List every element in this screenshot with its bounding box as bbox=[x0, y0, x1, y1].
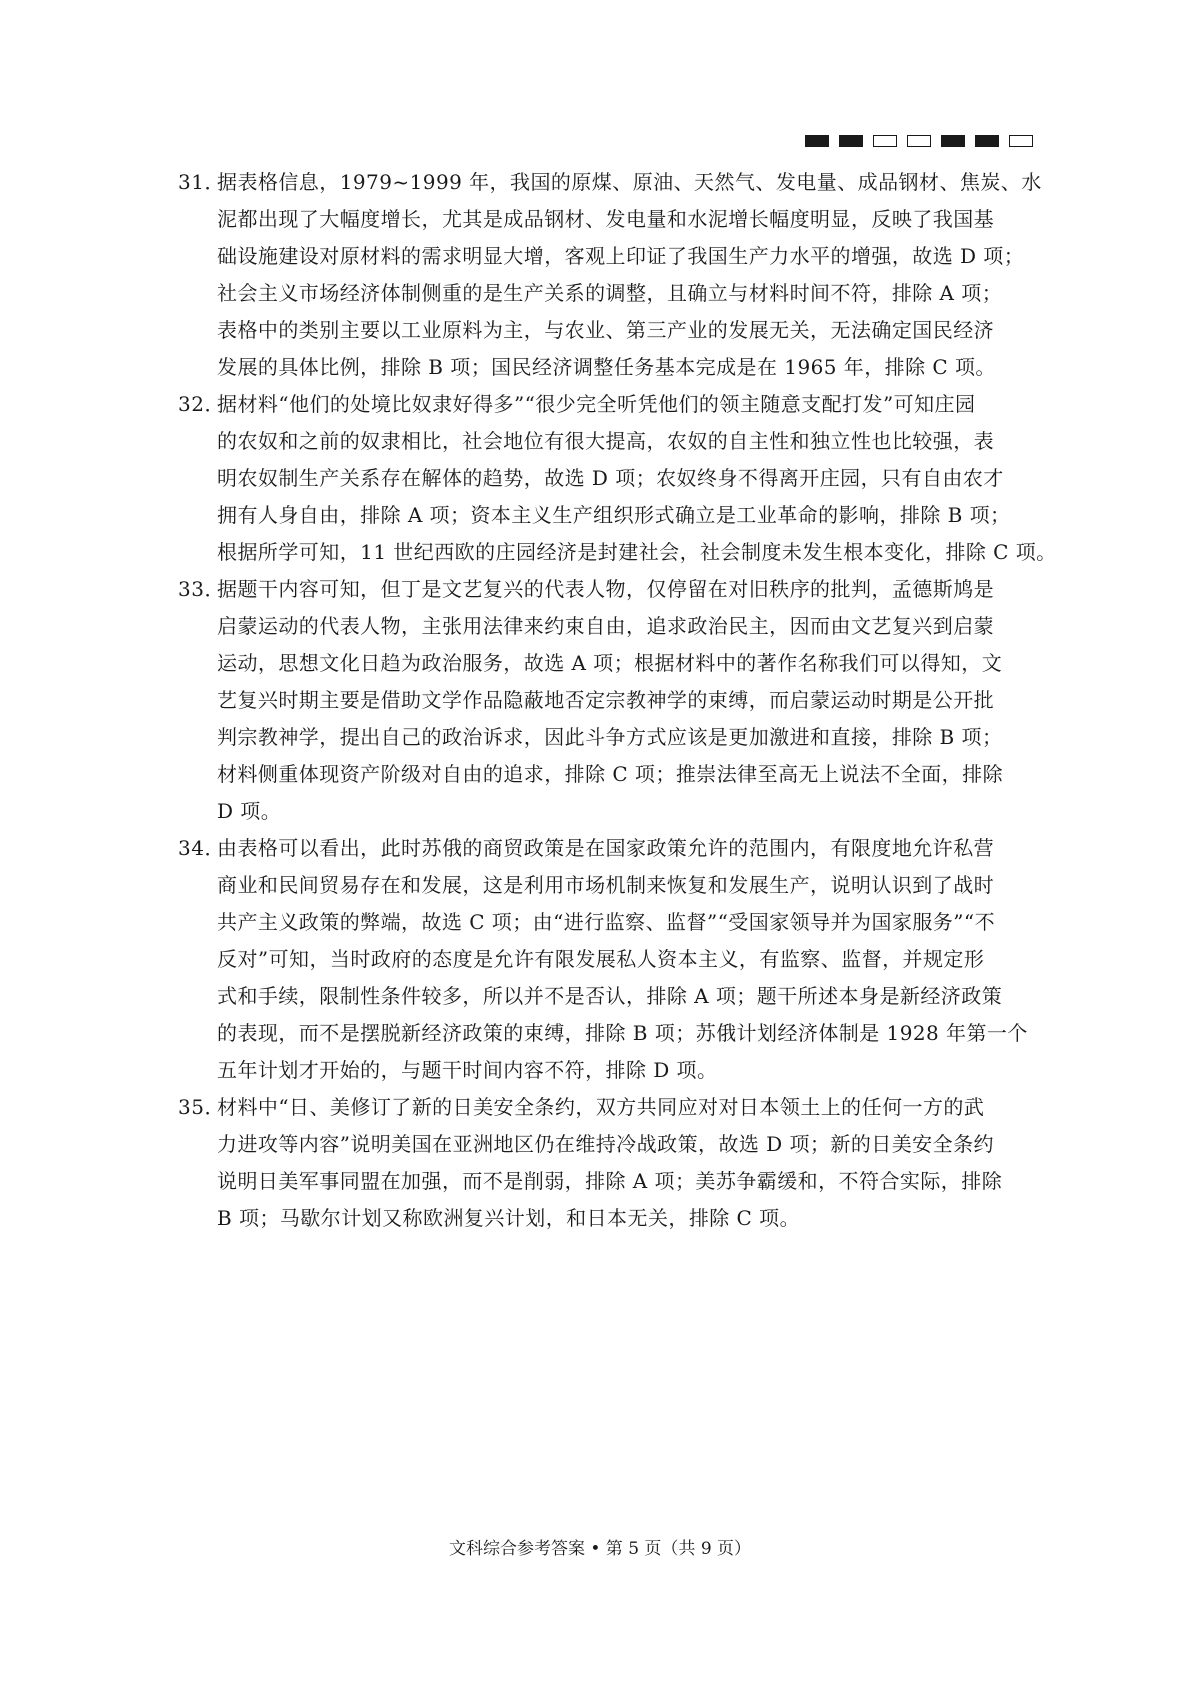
marker-squares bbox=[805, 135, 1033, 147]
answer-text-line: 启蒙运动的代表人物，主张用法律来约束自由，追求政治民主，因而由文艺复兴到启蒙 bbox=[217, 614, 995, 638]
answer-item bbox=[178, 164, 1040, 386]
empty-square-mark bbox=[907, 135, 931, 147]
answer-text-line: 材料中“日、美修订了新的日美安全条约，双方共同应对对日本领土上的任何一方的武 bbox=[217, 1095, 985, 1119]
filled-square-mark bbox=[839, 135, 863, 147]
answer-text-line: 艺复兴时期主要是借助文学作品隐蔽地否定宗教神学的束缚，而启蒙运动时期是公开批 bbox=[217, 688, 995, 712]
answer-text-line: 表格中的类别主要以工业原料为主，与农业、第三产业的发展无关，无法确定国民经济 bbox=[217, 318, 995, 342]
page-footer: 文科综合参考答案 • 第 5 页（共 9 页） bbox=[448, 1539, 752, 1559]
answer-text-line: 五年计划才开始的，与题干时间内容不符，排除 D 项。 bbox=[217, 1058, 718, 1082]
filled-square-mark bbox=[941, 135, 965, 147]
answer-text-line: 力进攻等内容”说明美国在亚洲地区仍在维持冷战政策，故选 D 项；新的日美安全条约 bbox=[217, 1132, 994, 1156]
answer-text-line: 说明日美军事同盟在加强，而不是削弱，排除 A 项；美苏争霸缓和，不符合实际，排除 bbox=[217, 1169, 1003, 1193]
answer-text-line: 社会主义市场经济体制侧重的是生产关系的调整，且确立与材料时间不符，排除 A 项； bbox=[217, 281, 1003, 305]
answer-text-line: 式和手续，限制性条件较多，所以并不是否认，排除 A 项；题干所述本身是新经济政策 bbox=[217, 984, 1003, 1008]
answer-text-line: 础设施建设对原材料的需求明显大增，客观上印证了我国生产力水平的增强，故选 D 项； bbox=[217, 244, 1025, 268]
question-number: 33． bbox=[178, 577, 225, 601]
answer-text-line: 的农奴和之前的奴隶相比，社会地位有很大提高，农奴的自主性和独立性也比较强，表 bbox=[217, 429, 995, 453]
question-number: 31． bbox=[178, 170, 225, 194]
answer-item bbox=[178, 1089, 1040, 1237]
answer-text-line: 的表现，而不是摆脱新经济政策的束缚，排除 B 项；苏俄计划经济体制是 1928 年第一个 bbox=[217, 1021, 1028, 1045]
answer-text-line: 发展的具体比例，排除 B 项；国民经济调整任务基本完成是在 1965 年，排除 C 项。 bbox=[217, 355, 996, 379]
answer-text-line: 反对”可知，当时政府的态度是允许有限发展私人资本主义，有监察、监督，并规定形 bbox=[217, 947, 985, 971]
answer-text-line: 据表格信息，1979~1999 年，我国的原煤、原油、天然气、发电量、成品钢材、焦炭、水 bbox=[217, 170, 1042, 194]
answer-text-line: 据题干内容可知，但丁是文艺复兴的代表人物，仅停留在对旧秩序的批判，孟德斯鸠是 bbox=[217, 577, 995, 601]
answer-content bbox=[178, 164, 1057, 1237]
answer-item bbox=[178, 386, 1057, 571]
answer-item bbox=[178, 571, 1040, 830]
answer-text-line: 根据所学可知，11 世纪西欧的庄园经济是封建社会，社会制度未发生根本变化，排除 C 项。 bbox=[217, 540, 1057, 564]
empty-square-mark bbox=[1009, 135, 1033, 147]
question-number: 32． bbox=[178, 392, 225, 416]
answer-text-line: 共产主义政策的弊端，故选 C 项；由“进行监察、监督”“受国家领导并为国家服务”“不 bbox=[217, 910, 996, 934]
answer-text-line: 拥有人身自由，排除 A 项；资本主义生产组织形式确立是工业革命的影响，排除 B 项； bbox=[217, 503, 1011, 527]
filled-square-mark bbox=[975, 135, 999, 147]
answer-text-line: 材料侧重体现资产阶级对自由的追求，排除 C 项；推崇法律至高无上说法不全面，排除 bbox=[217, 762, 1004, 786]
answer-text-line: 由表格可以看出，此时苏俄的商贸政策是在国家政策允许的范围内，有限度地允许私营 bbox=[217, 836, 995, 860]
answer-text-line: B 项；马歇尔计划又称欧洲复兴计划，和日本无关，排除 C 项。 bbox=[217, 1206, 801, 1230]
answer-text-line: 判宗教神学，提出自己的政治诉求，因此斗争方式应该是更加激进和直接，排除 B 项； bbox=[217, 725, 1003, 749]
answer-text-line: 明农奴制生产关系存在解体的趋势，故选 D 项；农奴终身不得离开庄园，只有自由农才 bbox=[217, 466, 1004, 490]
answer-text-line: D 项。 bbox=[217, 799, 282, 823]
question-number: 34． bbox=[178, 836, 225, 860]
empty-square-mark bbox=[873, 135, 897, 147]
answer-text-line: 据材料“他们的处境比奴隶好得多”“很少完全听凭他们的领主随意支配打发”可知庄园 bbox=[217, 392, 976, 416]
answer-text-line: 泥都出现了大幅度增长，尤其是成品钢材、发电量和水泥增长幅度明显，反映了我国基 bbox=[217, 207, 995, 231]
question-number: 35． bbox=[178, 1095, 225, 1119]
answer-text-line: 运动，思想文化日趋为政治服务，故选 A 项；根据材料中的著作名称我们可以得知，文 bbox=[217, 651, 1003, 675]
filled-square-mark bbox=[805, 135, 829, 147]
answer-text-line: 商业和民间贸易存在和发展，这是利用市场机制来恢复和发展生产，说明认识到了战时 bbox=[217, 873, 995, 897]
answer-item bbox=[178, 830, 1040, 1089]
